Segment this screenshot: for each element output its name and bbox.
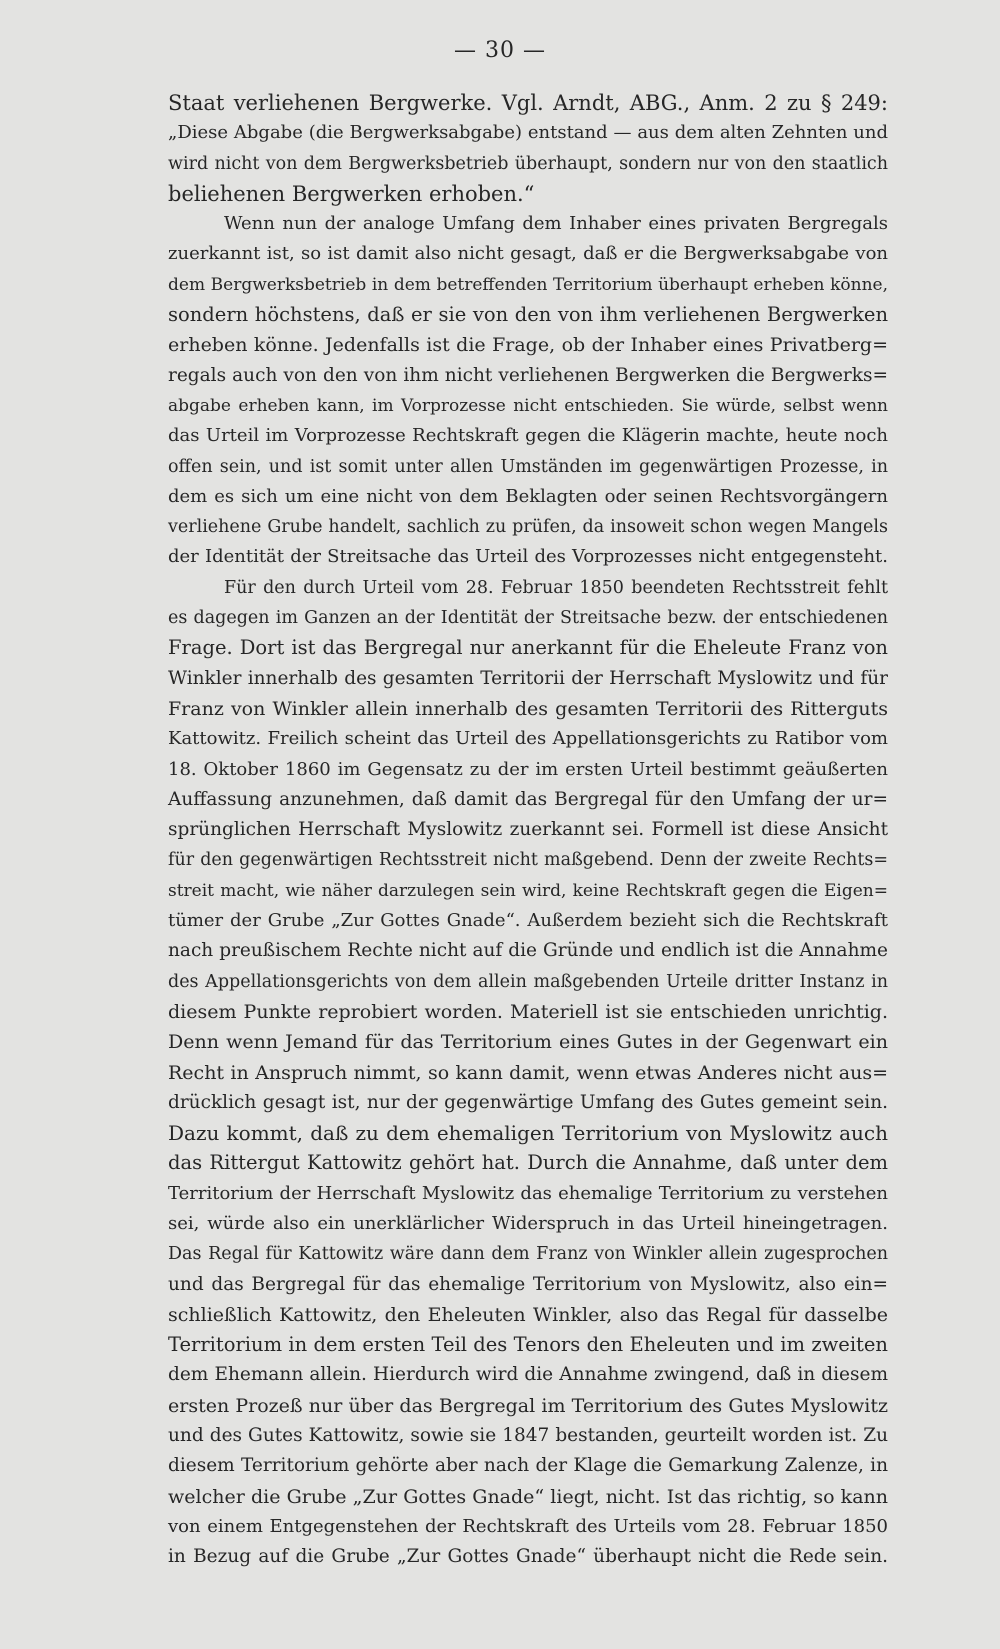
text-line: sondern höchstens, daß er sie von den von ihm verliehenen Bergwerken [168, 303, 888, 327]
text-line: Frage. Dort ist das Bergregal nur anerkannt für die Eheleute Franz von [168, 636, 888, 660]
text-line: Territorium in dem ersten Teil des Tenors den Eheleuten und im zweiten [168, 1333, 888, 1357]
text-line: nach preußischem Rechte nicht auf die Gründe und endlich ist die Annahme [168, 940, 888, 962]
text-line: verliehene Grube handelt, sachlich zu prüfen, da insoweit schon wegen Mangels [168, 517, 888, 538]
text-line: das Urteil im Vorprozesse Rechtskraft gegen die Klägerin machte, heute noch [168, 425, 888, 447]
text-line: abgabe erheben kann, im Vorprozesse nicht entschieden. Sie würde, selbst wenn [168, 395, 888, 416]
text-line: Territorium der Herrschaft Myslowitz das ehemalige Territorium zu verstehen [168, 1182, 888, 1204]
text-line: dem Bergwerksbetrieb in dem betreffenden Territorium überhaupt erheben könne, [168, 274, 888, 295]
text-line: von einem Entgegenstehen der Rechtskraft des Urteils vom 28. Februar 1850 [168, 1515, 888, 1537]
text-line: sprünglichen Herrschaft Myslowitz zuerkannt sei. Formell ist diese Ansicht [168, 819, 888, 841]
text-line: in Bezug auf die Grube „Zur Gottes Gnade“ überhaupt nicht die Rede sein. [168, 1546, 888, 1568]
text-line: zuerkannt ist, so ist damit also nicht gesagt, daß er die Bergwerksabgabe von [168, 243, 888, 265]
body-text [168, 88, 888, 1573]
text-line: beliehenen Bergwerken erhoben.“ [168, 181, 535, 206]
text-line: offen sein, und ist somit unter allen Umständen im gegenwärtigen Prozesse, in [168, 456, 888, 477]
text-line: dem es sich um eine nicht von dem Beklagten oder seinen Rechtsvorgängern [168, 485, 888, 507]
text-line: wird nicht von dem Bergwerksbetrieb überhaupt, sondern nur von den staatlich [168, 153, 888, 174]
text-line: Winkler innerhalb des gesamten Territorii der Herrschaft Myslowitz und für [168, 667, 888, 689]
text-line: diesem Punkte reprobiert worden. Materiell ist sie entschieden unrichtig. [168, 1000, 888, 1023]
text-line: streit macht, wie näher darzulegen sein wird, keine Rechtskraft gegen die Eigen= [168, 880, 888, 901]
text-line: des Appellationsgerichts von dem allein maßgebenden Urteile dritter Instanz in [168, 971, 888, 992]
text-line: erheben könne. Jedenfalls ist die Frage, ob der Inhaber eines Privatberg= [168, 334, 888, 357]
text-line: Kattowitz. Freilich scheint das Urteil des Appellationsgerichts zu Ratibor vom [168, 728, 888, 750]
text-line: Recht in Anspruch nimmt, so kann damit, wenn etwas Anderes nicht aus= [168, 1061, 888, 1084]
text-line: es dagegen im Ganzen an der Identität der Streitsache bezw. der entschiedenen [168, 608, 888, 629]
text-line: regals auch von den von ihm nicht verliehenen Bergwerken die Bergwerks= [168, 364, 888, 386]
text-line: 18. Oktober 1860 im Gegensatz zu der im ersten Urteil bestimmt geäußerten [168, 758, 888, 780]
text-line: für den gegenwärtigen Rechtsstreit nicht maßgebend. Denn der zweite Rechts= [168, 850, 888, 871]
text-line: Das Regal für Kattowitz wäre dann dem Franz von Winkler allein zugesprochen [168, 1244, 888, 1265]
text-line: Auffassung anzunehmen, daß damit das Bergregal für den Umfang der ur= [168, 788, 888, 810]
text-line: der Identität der Streitsache das Urteil des Vorprozesses nicht entgegensteht. [168, 546, 888, 568]
text-line: ersten Prozeß nur über das Bergregal im Territorium des Gutes Myslowitz [168, 1394, 888, 1417]
text-line: tümer der Grube „Zur Gottes Gnade“. Außerdem bezieht sich die Rechtskraft [168, 910, 888, 932]
text-line: Dazu kommt, daß zu dem ehemaligen Territorium von Myslowitz auch [168, 1121, 888, 1146]
text-line: diesem Territorium gehörte aber nach der Klage die Gemarkung Zalenze, in [168, 1455, 888, 1477]
text-line: Franz von Winkler allein innerhalb des gesamten Territorii des Ritterguts [168, 697, 888, 720]
text-line: „Diese Abgabe (die Bergwerksabgabe) entstand — aus dem alten Zehnten und [168, 122, 888, 144]
text-line: dem Ehemann allein. Hierdurch wird die Annahme zwingend, daß in diesem [168, 1364, 888, 1386]
text-line: sei, würde also ein unerklärlicher Widerspruch in das Urteil hineingetragen. [168, 1212, 888, 1234]
text-line: welcher die Grube „Zur Gottes Gnade“ liegt, nicht. Ist das richtig, so kann [168, 1485, 888, 1508]
text-line: drücklich gesagt ist, nur der gegenwärtige Umfang des Gutes gemeint sein. [168, 1091, 888, 1113]
text-line: das Rittergut Kattowitz gehört hat. Durch die Annahme, daß unter dem [168, 1151, 888, 1175]
text-line: Staat verliehenen Bergwerke. Vgl. Arndt, ABG., Anm. 2 zu § 249: [168, 91, 888, 115]
text-line: Denn wenn Jemand für das Territorium eines Gutes in der Gegenwart ein [168, 1031, 888, 1054]
paragraph-first-line: Für den durch Urteil vom 28. Februar 1850 beendeten Rechtsstreit fehlt [224, 577, 888, 598]
text-line: schließlich Kattowitz, den Eheleuten Winkler, also das Regal für dasselbe [168, 1303, 888, 1326]
paragraph-first-line: Wenn nun der analoge Umfang dem Inhaber eines privaten Bergregals [224, 213, 888, 235]
text-line: und des Gutes Kattowitz, sowie sie 1847 bestanden, geurteilt worden ist. Zu [168, 1425, 888, 1447]
page-number: — 30 — [454, 38, 546, 63]
text-line: und das Bergregal für das ehemalige Territorium von Myslowitz, also ein= [168, 1273, 888, 1295]
